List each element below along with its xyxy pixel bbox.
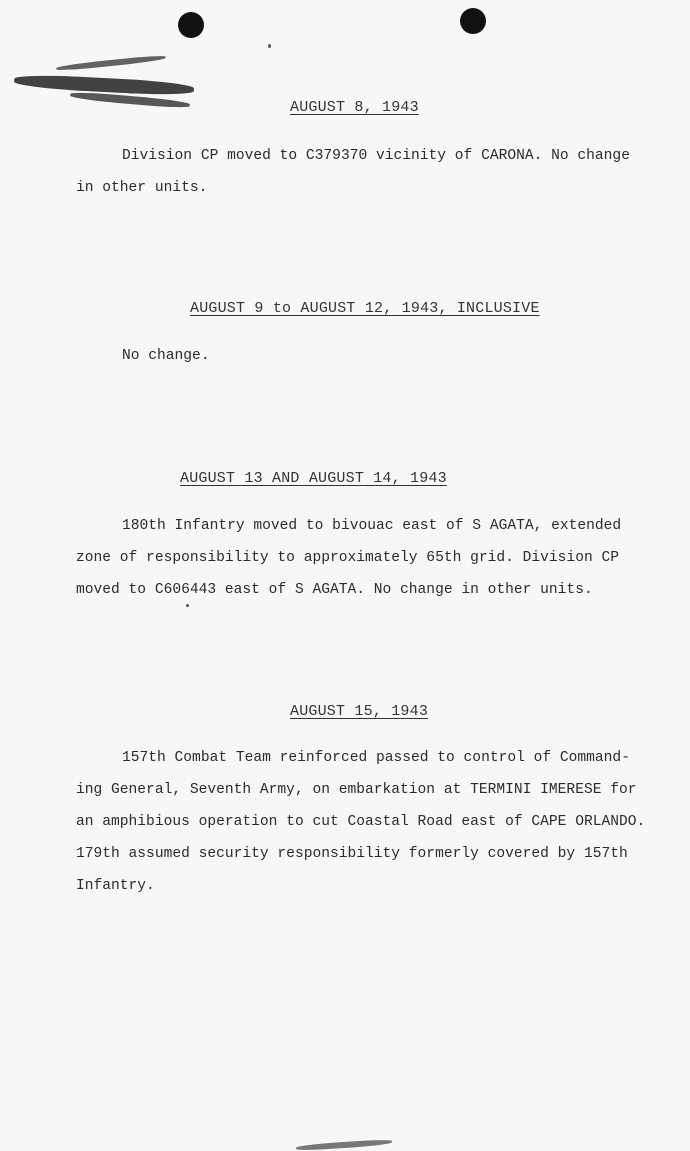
ink-speck-icon [268,44,271,48]
section-heading: AUGUST 13 AND AUGUST 14, 1943 [180,470,447,487]
section-paragraph [76,340,676,372]
paragraph-line: ing General, Seventh Army, on embarkation at TERMINI IMERESE for [76,782,637,798]
paragraph-line: in other units. [76,180,208,196]
section-heading: AUGUST 8, 1943 [290,99,419,116]
paragraph-line: moved to C606443 east of S AGATA. No change in other units. [76,582,593,598]
bottom-ink-mark-icon [296,1139,392,1151]
paragraph-line: an amphibious operation to cut Coastal Road east of CAPE ORLANDO. [76,814,646,830]
section-heading: AUGUST 9 to AUGUST 12, 1943, INCLUSIVE [190,300,540,317]
paragraph-line: Infantry. [76,878,155,894]
section-heading: AUGUST 15, 1943 [290,703,429,720]
section-paragraph [76,140,676,204]
paragraph-line: 179th assumed security responsibility formerly covered by 157th [76,846,628,862]
section-paragraph [76,742,676,902]
paragraph-line: zone of responsibility to approximately 65th grid. Division CP [76,550,619,566]
paragraph-line: 180th Infantry moved to bivouac east of S AGATA, extended [122,518,622,534]
section-paragraph [76,510,676,606]
punch-hole-right-icon [460,8,486,34]
paragraph-line: Division CP moved to C379370 vicinity of CARONA. No change [122,148,630,164]
redacted-stamp-mark-icon [56,54,166,71]
punch-hole-left-icon [178,12,204,38]
paragraph-line: 157th Combat Team reinforced passed to control of Command- [122,750,630,766]
paragraph-line: No change. [122,348,210,364]
